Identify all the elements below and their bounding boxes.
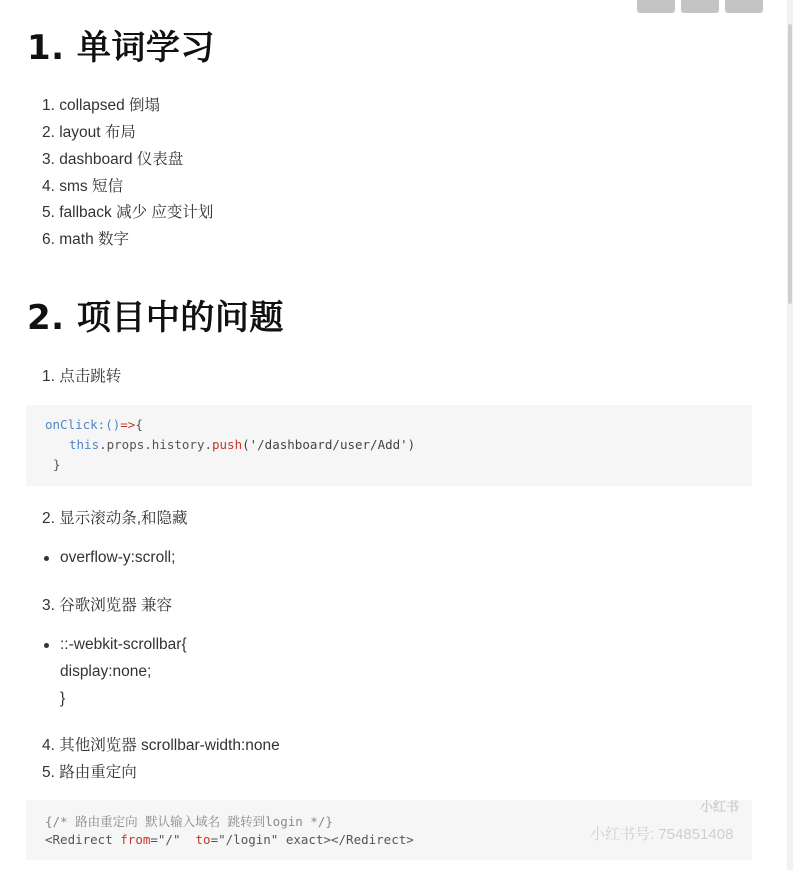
code-token: => xyxy=(120,417,136,432)
list-item: 6. math 数字 xyxy=(42,231,129,248)
toolbar-button-3[interactable] xyxy=(725,0,763,13)
scrollbar-thumb[interactable] xyxy=(788,24,792,304)
list-item: 2. layout 布局 xyxy=(42,124,136,141)
toolbar-button-2[interactable] xyxy=(681,0,719,13)
watermark-logo: 小红书 xyxy=(700,799,740,814)
code-token: <Redirect xyxy=(45,832,121,847)
list-item: 3. dashboard 仪表盘 xyxy=(42,151,184,168)
code-token: .props.history. xyxy=(99,437,212,452)
code-token: from xyxy=(120,832,151,847)
bullet-dot xyxy=(44,643,49,648)
code-token: ="/login" exact></Redirect> xyxy=(210,832,414,847)
step-item: 2. 显示滚动条,和隐藏 xyxy=(42,510,188,527)
section2-heading: 2. 项目中的问题 xyxy=(27,298,284,338)
scrollbar-track[interactable] xyxy=(787,0,793,870)
bullet-item-line: } xyxy=(60,690,66,707)
code-token: this xyxy=(69,437,100,452)
watermark-id: 小红书号: 754851408 xyxy=(590,826,734,843)
list-item: 1. collapsed 倒塌 xyxy=(42,97,161,114)
bullet-item-line: display:none; xyxy=(60,663,152,680)
step-item: 3. 谷歌浏览器 兼容 xyxy=(42,597,173,614)
list-item: 4. sms 短信 xyxy=(42,178,123,195)
code-token: ('/dashboard/user/Add') xyxy=(242,437,416,452)
code-token: ="/" xyxy=(150,832,196,847)
step-item: 5. 路由重定向 xyxy=(42,764,137,781)
list-item: 5. fallback 减少 应变计划 xyxy=(42,204,214,221)
section1-heading: 1. 单词学习 xyxy=(27,28,215,68)
bullet-item: overflow-y:scroll; xyxy=(60,549,176,566)
step-item: 4. 其他浏览器 scrollbar-width:none xyxy=(42,737,280,754)
code-token: onClick:() xyxy=(45,417,121,432)
bullet-dot xyxy=(44,556,49,561)
code-block-onclick xyxy=(26,405,752,486)
code-token: push xyxy=(212,437,243,452)
code-token: } xyxy=(53,457,61,472)
code-token: { xyxy=(135,417,143,432)
toolbar-button-1[interactable] xyxy=(637,0,675,13)
bullet-item: ::-webkit-scrollbar{ xyxy=(60,636,187,653)
code-token: to xyxy=(195,832,211,847)
code-comment: {/* 路由重定向 默认输入域名 跳转到login */} xyxy=(45,814,333,829)
step-item: 1. 点击跳转 xyxy=(42,368,122,385)
